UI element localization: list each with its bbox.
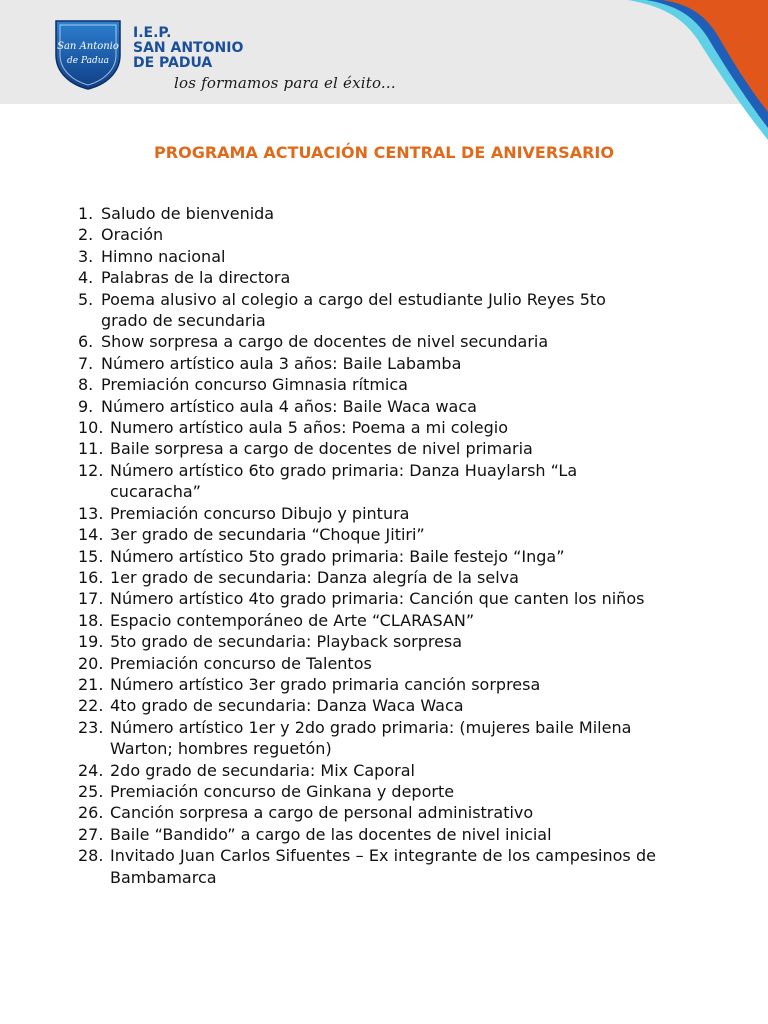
- program-item-number: 25.: [78, 781, 104, 801]
- program-item-text: Número artístico 5to grado primaria: Baile festejo “Inga”: [110, 546, 565, 566]
- brand-line-1: I.E.P.: [133, 25, 172, 41]
- program-item: [78, 289, 656, 332]
- program-item-number: 2.: [78, 225, 94, 245]
- program-item-number: 14.: [78, 525, 104, 545]
- program-item: [78, 460, 656, 503]
- program-item-text: Show sorpresa a cargo de docentes de nivel secundaria: [101, 332, 549, 352]
- program-item-number: 7.: [78, 353, 94, 373]
- program-item-text: Número artístico 4to grado primaria: Canción que canten los niños: [110, 589, 645, 609]
- school-crest-icon: [50, 15, 126, 91]
- program-item-text: 2do grado de secundaria: Mix Caporal: [110, 760, 415, 780]
- program-item: [78, 824, 656, 845]
- program-item-number: 28.: [78, 846, 104, 866]
- program-item-text: Número artístico aula 4 años: Baile Waca waca: [101, 396, 477, 416]
- program-list: [78, 203, 656, 888]
- program-item-number: 13.: [78, 503, 104, 523]
- crest-text-line1: San Antonio: [57, 41, 119, 52]
- program-item-text: Baile “Bandido” a cargo de las docentes de nivel inicial: [110, 824, 552, 844]
- program-item-number: 27.: [78, 824, 104, 844]
- program-item-number: 6.: [78, 332, 94, 352]
- program-item-text: Poema alusivo al colegio a cargo del estudiante Julio Reyes 5to grado de secundaria: [101, 289, 606, 331]
- program-item-text: Numero artístico aula 5 años: Poema a mi colegio: [110, 418, 509, 438]
- program-item-text: Número artístico aula 3 años: Baile Labamba: [101, 353, 462, 373]
- program-item-number: 19.: [78, 632, 104, 652]
- program-item: [78, 246, 656, 267]
- program-item-text: 5to grado de secundaria: Playback sorpresa: [110, 632, 463, 652]
- program-item: [78, 674, 656, 695]
- program-item: [78, 760, 656, 781]
- program-item: [78, 203, 656, 224]
- program-item: [78, 353, 656, 374]
- decorative-swoosh: [628, 0, 768, 140]
- program-item-text: Número artístico 3er grado primaria canción sorpresa: [110, 674, 541, 694]
- program-item: [78, 588, 656, 609]
- program-item: [78, 374, 656, 395]
- program-item-text: Oración: [101, 225, 164, 245]
- program-item-text: Premiación concurso de Talentos: [110, 653, 372, 673]
- program-item-number: 21.: [78, 674, 104, 694]
- program-item-text: 4to grado de secundaria: Danza Waca Waca: [110, 696, 464, 716]
- program-item: [78, 567, 656, 588]
- program-item-text: Invitado Juan Carlos Sifuentes – Ex integrante de los campesinos de Bambamarca: [110, 846, 656, 887]
- program-item: [78, 781, 656, 802]
- slogan: los formamos para el éxito...: [174, 74, 396, 92]
- crest-text-line2: de Padua: [67, 56, 109, 66]
- program-item-text: Baile sorpresa a cargo de docentes de nivel primaria: [110, 439, 533, 459]
- program-item: [78, 438, 656, 459]
- program-item-number: 15.: [78, 546, 104, 566]
- program-item: [78, 396, 656, 417]
- program-item: [78, 845, 656, 888]
- program-item-number: 20.: [78, 653, 104, 673]
- program-item-number: 17.: [78, 589, 104, 609]
- program-item-text: Canción sorpresa a cargo de personal administrativo: [110, 803, 534, 823]
- program-item-number: 8.: [78, 375, 94, 395]
- program-item: [78, 610, 656, 631]
- program-item: [78, 717, 656, 760]
- program-item-text: Premiación concurso Gimnasia rítmica: [101, 375, 408, 395]
- program-item-number: 4.: [78, 268, 94, 288]
- program-item-number: 10.: [78, 418, 104, 438]
- program-item-text: Saludo de bienvenida: [101, 204, 275, 223]
- letterhead-band: [0, 0, 768, 104]
- program-item-text: Espacio contemporáneo de Arte “CLARASAN”: [110, 610, 475, 630]
- program-item-text: Palabras de la directora: [101, 268, 291, 288]
- program-item-text: Número artístico 1er y 2do grado primaria: (mujeres baile Milena Warton; hombres reguetón): [110, 717, 632, 759]
- program-item-number: 16.: [78, 567, 104, 587]
- program-item-text: Premiación concurso Dibujo y pintura: [110, 503, 410, 523]
- program-item-number: 1.: [78, 204, 94, 223]
- program-item-number: 9.: [78, 396, 94, 416]
- program-item: [78, 802, 656, 823]
- program-item: [78, 653, 656, 674]
- brand-line-2: SAN ANTONIO: [133, 40, 244, 56]
- program-item: [78, 631, 656, 652]
- program-item-number: 3.: [78, 246, 94, 266]
- program-item: [78, 224, 656, 245]
- program-item: [78, 695, 656, 716]
- program-item-text: 3er grado de secundaria “Choque Jitiri”: [110, 525, 425, 545]
- program-item-number: 12.: [78, 460, 104, 480]
- program-item-text: Premiación concurso de Ginkana y deporte: [110, 781, 455, 801]
- program-item-text: Número artístico 6to grado primaria: Danza Huaylarsh “La cucaracha”: [110, 460, 578, 502]
- program-item: [78, 524, 656, 545]
- program-item: [78, 417, 656, 438]
- program-item: [78, 267, 656, 288]
- program-item-number: 5.: [78, 289, 94, 309]
- program-item: [78, 546, 656, 567]
- program-item-text: 1er grado de secundaria: Danza alegría de la selva: [110, 567, 519, 587]
- program-item-number: 22.: [78, 696, 104, 716]
- program-item: [78, 503, 656, 524]
- program-item-number: 26.: [78, 803, 104, 823]
- program-item-number: 24.: [78, 760, 104, 780]
- program-item-number: 11.: [78, 439, 104, 459]
- document-title: PROGRAMA ACTUACIÓN CENTRAL DE ANIVERSARIO: [154, 143, 614, 162]
- brand-line-3: DE PADUA: [133, 55, 213, 71]
- program-item-text: Himno nacional: [101, 246, 226, 266]
- program-item-number: 23.: [78, 717, 104, 737]
- school-name: [133, 26, 243, 71]
- program-item: [78, 331, 656, 352]
- program-item-number: 18.: [78, 610, 104, 630]
